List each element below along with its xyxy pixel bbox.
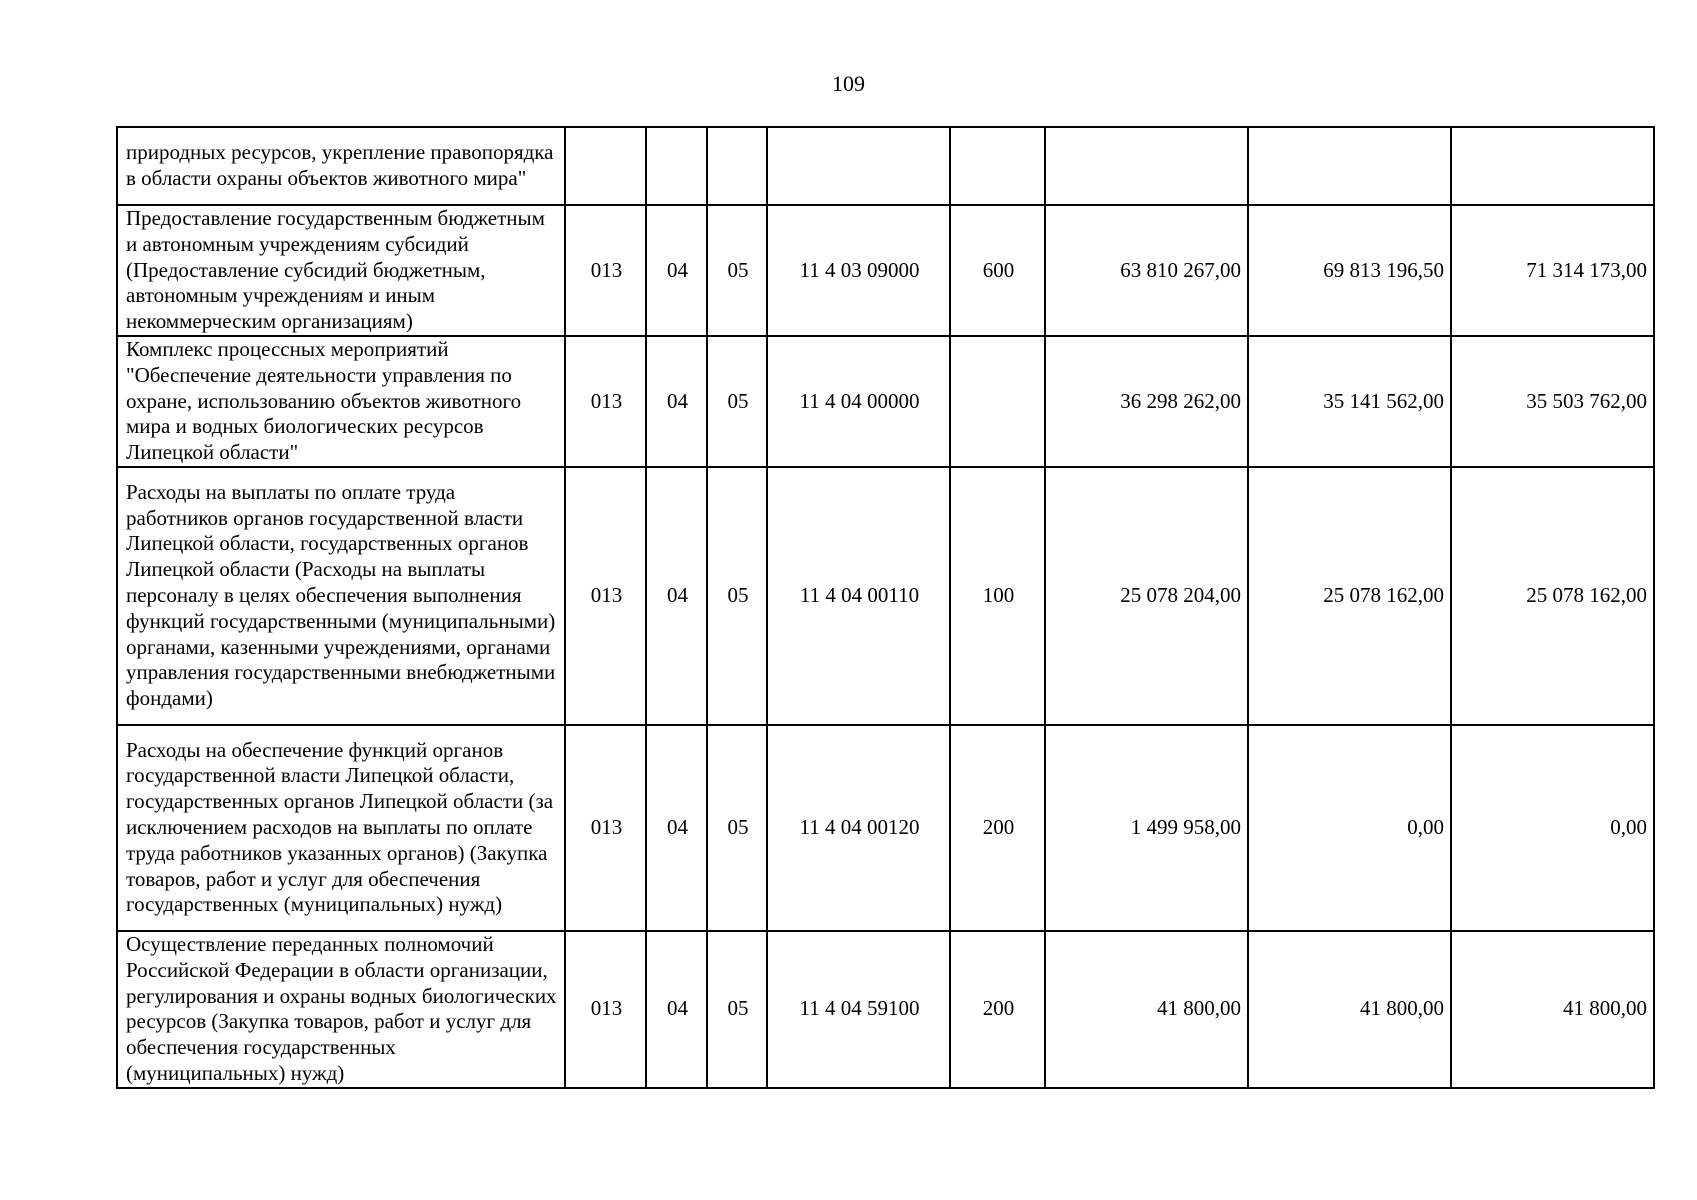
expense-type-code: 200	[950, 725, 1045, 931]
target-article-code: 11 4 04 59100	[767, 931, 950, 1088]
amount-year-3	[1451, 127, 1654, 205]
table-row	[117, 725, 1654, 931]
amount-year-1: 41 800,00	[1045, 931, 1248, 1088]
expense-type-code: 100	[950, 467, 1045, 725]
expense-type-code	[950, 127, 1045, 205]
amount-year-2: 41 800,00	[1248, 931, 1451, 1088]
amount-year-1: 25 078 204,00	[1045, 467, 1248, 725]
amount-year-3: 41 800,00	[1451, 931, 1654, 1088]
section-code: 04	[646, 205, 707, 336]
row-description: Осуществление переданных полномочий Российской Федерации в области организации, регулирования и охраны водных биологических ресурсов (Закупка товаров, работ и услуг для обеспечения государственных (муниципальных) нужд)	[117, 931, 565, 1088]
subsection-code: 05	[707, 205, 767, 336]
section-code: 04	[646, 725, 707, 931]
ministry-code: 013	[565, 931, 646, 1088]
expense-type-code	[950, 336, 1045, 467]
page-number: 109	[832, 71, 865, 96]
table-row	[117, 127, 1654, 205]
amount-year-3: 35 503 762,00	[1451, 336, 1654, 467]
ministry-code: 013	[565, 725, 646, 931]
table-row	[117, 467, 1654, 725]
amount-year-1: 63 810 267,00	[1045, 205, 1248, 336]
target-article-code: 11 4 03 09000	[767, 205, 950, 336]
ministry-code: 013	[565, 336, 646, 467]
section-code: 04	[646, 931, 707, 1088]
amount-year-3: 71 314 173,00	[1451, 205, 1654, 336]
row-description: Расходы на выплаты по оплате труда работников органов государственной власти Липецкой области, государственных органов Липецкой области (Расходы на выплаты персоналу в целях обеспечения выполнения функций государственными (муниципальными) органами, казенными учреждениями, органами управления государственными внебюджетными фондами)	[117, 467, 565, 725]
ministry-code: 013	[565, 467, 646, 725]
row-description: Расходы на обеспечение функций органов государственной власти Липецкой области, государственных органов Липецкой области (за исключением расходов на выплаты по оплате труда работников указанных органов) (Закупка товаров, работ и услуг для обеспечения государственных (муниципальных) нужд)	[117, 725, 565, 931]
budget-table	[116, 126, 1655, 1089]
amount-year-1	[1045, 127, 1248, 205]
row-description: природных ресурсов, укрепление правопорядка в области охраны объектов животного мира"	[117, 127, 565, 205]
table-row	[117, 931, 1654, 1088]
amount-year-2	[1248, 127, 1451, 205]
subsection-code: 05	[707, 725, 767, 931]
subsection-code: 05	[707, 931, 767, 1088]
amount-year-2: 25 078 162,00	[1248, 467, 1451, 725]
section-code: 04	[646, 467, 707, 725]
target-article-code	[767, 127, 950, 205]
amount-year-3: 0,00	[1451, 725, 1654, 931]
amount-year-2: 0,00	[1248, 725, 1451, 931]
target-article-code: 11 4 04 00120	[767, 725, 950, 931]
ministry-code: 013	[565, 205, 646, 336]
expense-type-code: 600	[950, 205, 1045, 336]
section-code: 04	[646, 336, 707, 467]
subsection-code: 05	[707, 336, 767, 467]
row-description: Предоставление государственным бюджетным и автономным учреждениям субсидий (Предоставление субсидий бюджетным, автономным учреждениям и иным некоммерческим организациям)	[117, 205, 565, 336]
amount-year-1: 36 298 262,00	[1045, 336, 1248, 467]
expense-type-code: 200	[950, 931, 1045, 1088]
amount-year-2: 35 141 562,00	[1248, 336, 1451, 467]
amount-year-1: 1 499 958,00	[1045, 725, 1248, 931]
subsection-code	[707, 127, 767, 205]
row-description: Комплекс процессных мероприятий "Обеспечение деятельности управления по охране, использованию объектов животного мира и водных биологических ресурсов Липецкой области"	[117, 336, 565, 467]
amount-year-3: 25 078 162,00	[1451, 467, 1654, 725]
ministry-code	[565, 127, 646, 205]
section-code	[646, 127, 707, 205]
target-article-code: 11 4 04 00000	[767, 336, 950, 467]
amount-year-2: 69 813 196,50	[1248, 205, 1451, 336]
table-row	[117, 336, 1654, 467]
table-row	[117, 205, 1654, 336]
target-article-code: 11 4 04 00110	[767, 467, 950, 725]
subsection-code: 05	[707, 467, 767, 725]
